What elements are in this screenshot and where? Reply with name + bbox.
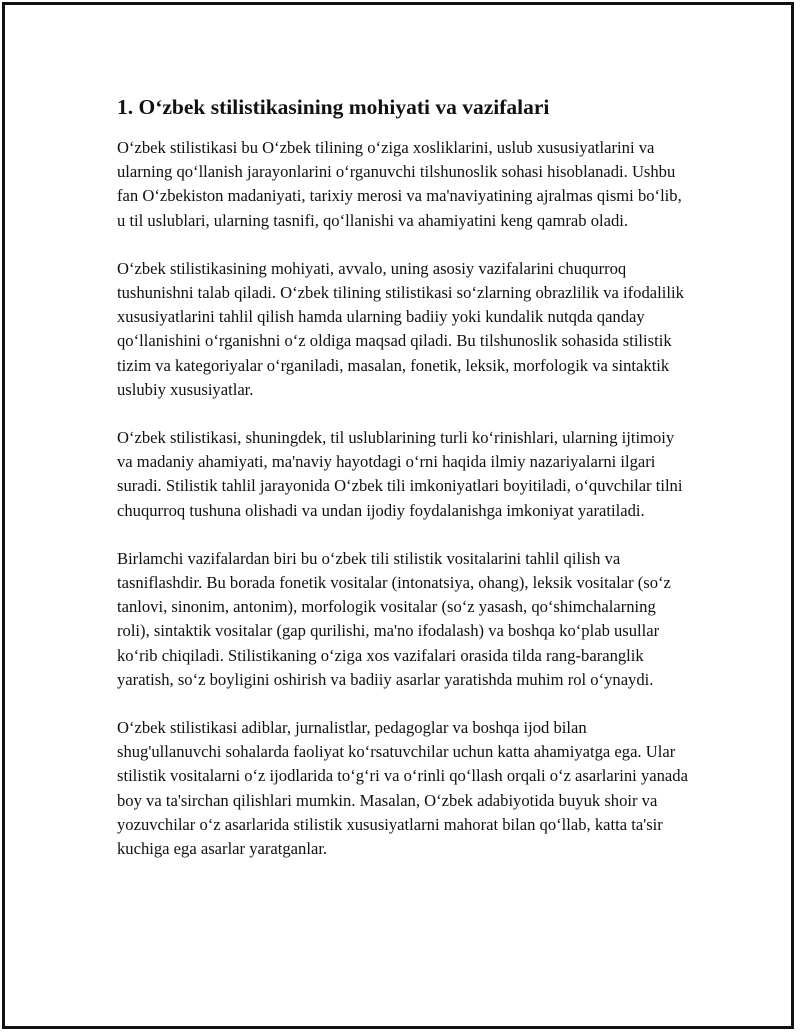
paragraph-2: O‘zbek stilistikasining mohiyati, avvalo, uning asosiy vazifalarini chuqurroq tushunishni talab qiladi. O‘zbek tilining stilistikasi so‘zlarning obrazlilik va ifodalilik xususiyatlarini tahlil qilish hamda ularning badiiy yoki kundalik nutqda qanday qo‘llanishini o‘rganishni o‘z oldiga maqsad qiladi. Bu tilshunoslik sohasida stilistik tizim va kategoriyalar o‘rganiladi, masalan, fonetik, leksik, morfologik va sintaktik uslubiy xususiyatlar.: [117, 258, 684, 399]
paragraph-4: Birlamchi vazifalardan biri bu o‘zbek tili stilistik vositalarini tahlil qilish va tasniflashdir. Bu borada fonetik vositalar (intonatsiya, ohang), leksik vositalar (so‘z tanlovi, sinonim, antonim), morfologik vositalar (so‘z yasash, qo‘shimchalarning roli), sintaktik vositalar (gap qurilishi, ma'no ifodalash) va boshqa ko‘plab usullar ko‘rib chiqiladi. Stilistikaning o‘ziga xos vazifalari orasida tilda rang-baranglik yaratish, so‘z boyligini oshirish va badiiy asarlar yaratishda muhim rol o‘ynaydi.: [117, 548, 671, 689]
paragraph-3: O‘zbek stilistikasi, shuningdek, til uslublarining turli ko‘rinishlari, ularning ijtimoiy va madaniy ahamiyati, ma'naviy hayotdagi o‘rni haqida ilmiy nazariyalarni ilgari suradi. Stilistik tahlil jarayonida O‘zbek tili imkoniyatlari boyitiladi, o‘quvchilar tilni chuqurroq tushuna olishadi va undan ijodiy foydalanishga imkoniyat yaratiladi.: [117, 428, 683, 520]
document-body: [117, 92, 692, 885]
paragraph-1: O‘zbek stilistikasi bu O‘zbek tilining o‘ziga xosliklarini, uslub xususiyatlarini va ularning qo‘llanish jarayonlarini o‘rganuvchi tilshunoslik sohasi hisoblanadi. Ushbu fan O‘zbekiston madaniyati, tarixiy merosi va ma'naviyatining ajralmas qismi bo‘lib, u til uslublari, ularning tasnifi, qo‘llanishi va ahamiyatini keng qamrab oladi.: [117, 138, 682, 230]
paragraph-5: O‘zbek stilistikasi adiblar, jurnalistlar, pedagoglar va boshqa ijod bilan shug'ullanuvchi sohalarda faoliyat ko‘rsatuvchilar uchun katta ahamiyatga ega. Ular stilistik vositalarni o‘z ijodlarida to‘g‘ri va o‘rinli qo‘llash orqali o‘z asarlarini yanada boy va ta'sirchan qilishlari mumkin. Masalan, O‘zbek adabiyotida buyuk shoir va yozuvchilar o‘z asarlarida stilistik xususiyatlarni mahorat bilan qo‘llab, katta ta'sir kuchiga ega asarlar yaratganlar.: [117, 718, 688, 859]
document-title: 1. O‘zbek stilistikasining mohiyati va vazifalari: [117, 95, 550, 119]
